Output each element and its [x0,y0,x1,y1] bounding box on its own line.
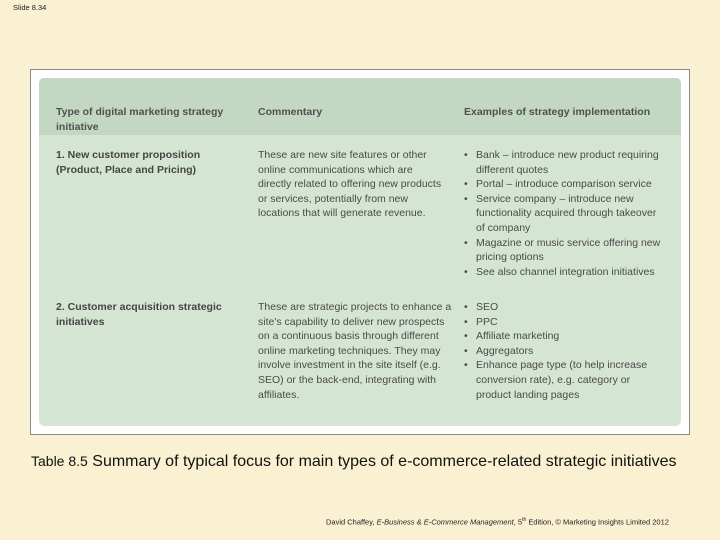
footer-author: David Chaffey, [326,517,377,527]
header-commentary: Commentary [258,106,323,118]
list-item: • See also channel integration initiatives [464,265,667,280]
list-item: • Bank – introduce new product requiring different quotes [464,148,667,177]
copyright-footer [326,517,669,527]
table-caption [31,451,701,472]
header-type: Type of digital marketing strategy initiative [56,106,224,133]
row1-examples-list [464,148,667,279]
list-item: • PPC [464,315,667,330]
strategy-table [30,69,690,435]
row2-type: 2. Customer acquisition strategic initiatives [56,301,222,328]
row1-commentary: These are new site features or other online communications which are directly related to offering new products or services, potentially from new locations that will generate revenue. [258,149,442,220]
list-item: • SEO [464,300,667,315]
row2-examples-list [464,300,667,402]
list-item: • Service company – introduce new functionality acquired through takeover of company [464,192,667,236]
footer-edition-sup: th [522,517,527,523]
list-item: • Portal – introduce comparison service [464,177,667,192]
caption-text: Summary of typical focus for main types of e-commerce-related strategic initiatives [92,453,677,470]
footer-book-title: E-Business & E-Commerce Management [376,517,514,527]
caption-number: Table 8.5 [31,453,88,469]
table-body [39,78,681,426]
slide-number: Slide 8.34 [13,3,47,12]
list-item: • Affiliate marketing [464,329,667,344]
footer-edition: , 5 [513,517,523,527]
row1-type: 1. New customer proposition (Product, Place and Pricing) [56,149,201,176]
list-item: • Enhance page type (to help increase conversion rate), e.g. category or product landing pages [464,358,667,402]
list-item: • Aggregators [464,344,667,359]
list-item: • Magazine or music service offering new pricing options [464,236,667,265]
header-examples: Examples of strategy implementation [464,106,651,118]
row2-commentary: These are strategic projects to enhance a site's capability to deliver new prospects on a continuous basis through different online marketing techniques. They may involve investment in the site itself (e.g. SEO) or the back-end, integrating with affiliates. [258,301,452,401]
footer-rest: Edition, © Marketing Insights Limited 2012 [526,517,669,527]
